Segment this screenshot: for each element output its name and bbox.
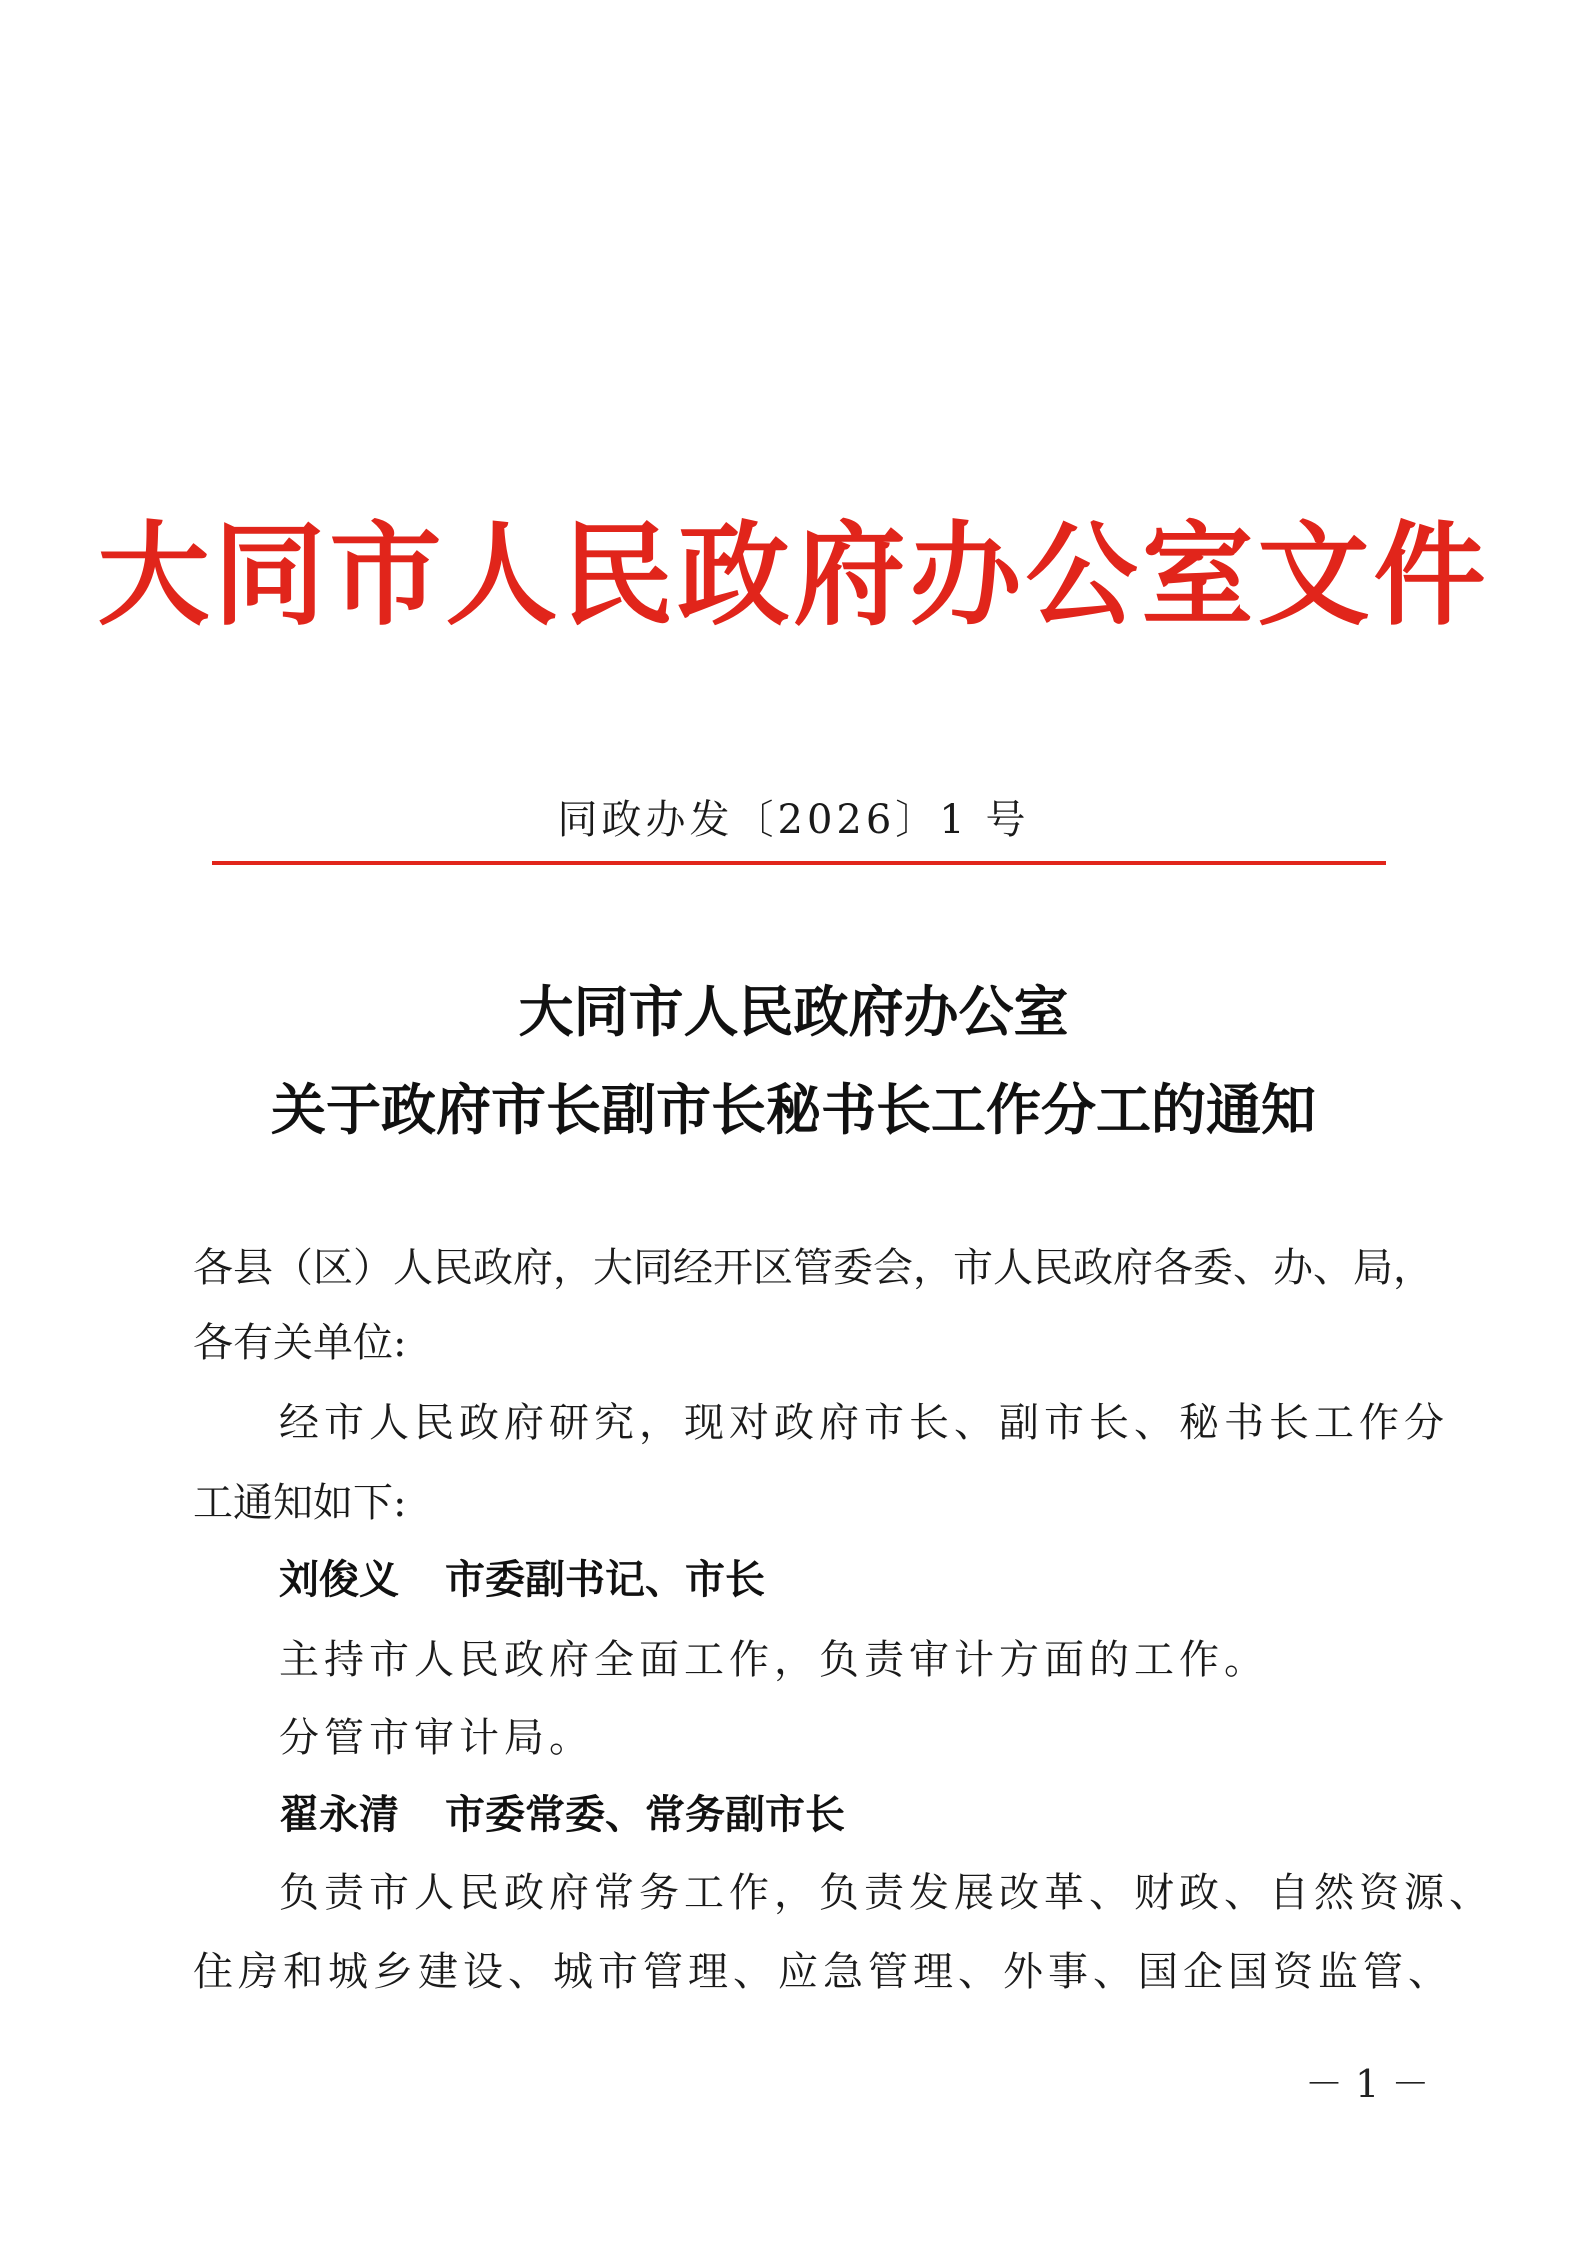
notice-title-line-1: 大同市人民政府办公室 bbox=[518, 980, 1069, 1044]
leader-name: 翟永清 bbox=[279, 1792, 399, 1838]
salutation-line-2: 各有关单位: bbox=[193, 1320, 407, 1366]
leader-heading bbox=[279, 1792, 845, 1838]
leader-duties-line-2: 住房和城乡建设、城市管理、应急管理、外事、国企国资监管、 bbox=[193, 1949, 1453, 1995]
leader-manages: 分管市审计局。 bbox=[279, 1715, 594, 1761]
leader-heading bbox=[279, 1557, 765, 1603]
leader-name: 刘俊义 bbox=[279, 1557, 399, 1603]
salutation-line-1: 各县（区）人民政府，大同经开区管委会，市人民政府各委、办、局， bbox=[193, 1245, 1433, 1291]
leader-duties-line-1: 负责市人民政府常务工作，负责发展改革、财政、自然资源、 bbox=[279, 1870, 1494, 1916]
leader-role: 市委副书记、市长 bbox=[445, 1557, 765, 1603]
document-number: 同政办发〔2026〕1 号 bbox=[557, 797, 1030, 843]
red-divider-rule bbox=[212, 861, 1386, 865]
masthead: 大同市人民政府办公室文件 bbox=[97, 510, 1490, 641]
leader-duties: 主持市人民政府全面工作，负责审计方面的工作。 bbox=[279, 1637, 1269, 1683]
intro-line-1: 经市人民政府研究，现对政府市长、副市长、秘书长工作分 bbox=[279, 1400, 1449, 1446]
notice-title-line-2: 关于政府市长副市长秘书长工作分工的通知 bbox=[270, 1078, 1316, 1142]
page-number: － 1 － bbox=[1305, 2062, 1430, 2106]
intro-line-2: 工通知如下: bbox=[193, 1480, 407, 1526]
leader-role: 市委常委、常务副市长 bbox=[445, 1792, 845, 1838]
